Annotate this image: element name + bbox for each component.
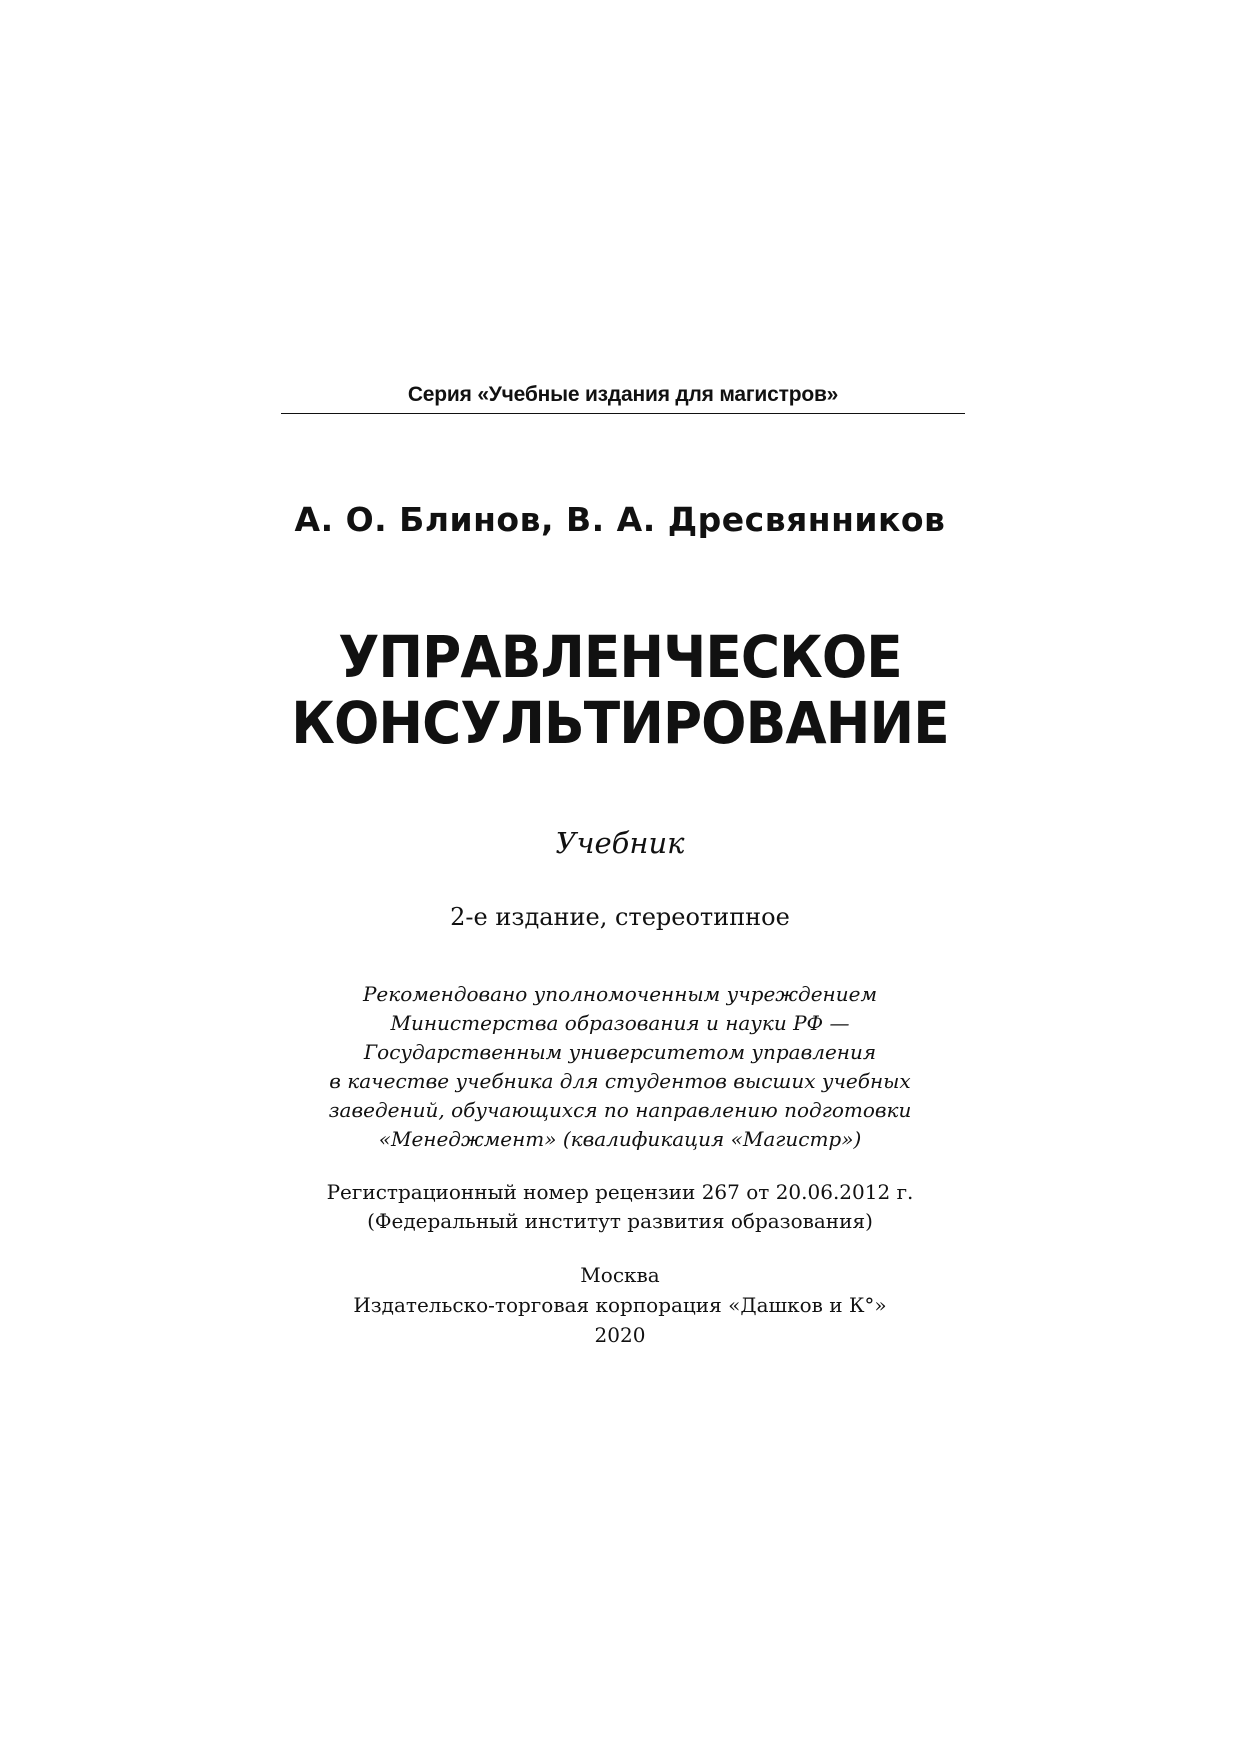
imprint-publisher: Издательско-торговая корпорация «Дашков и К°» bbox=[353, 1293, 887, 1317]
series-name: Серия «Учебные издания для магистров» bbox=[407, 383, 839, 406]
book-title bbox=[0, 624, 1240, 756]
book-title-line-1: УПРАВЛЕНЧЕСКОЕ bbox=[338, 623, 902, 691]
book-title-line-2: КОНСУЛЬТИРОВАНИЕ bbox=[291, 689, 949, 757]
book-authors: А. О. Блинов, В. А. Дресвянников bbox=[294, 500, 946, 539]
book-type: Учебник bbox=[555, 826, 685, 860]
recommendation-line: Министерства образования и науки РФ — bbox=[390, 1011, 850, 1035]
registration-line: Регистрационный номер рецензии 267 от 20.06.2012 г. bbox=[326, 1180, 914, 1204]
recommendation-line: Государственным университетом управления bbox=[363, 1040, 877, 1064]
imprint bbox=[0, 1260, 1240, 1350]
registration-info bbox=[0, 1178, 1240, 1236]
recommendation-line: Рекомендовано уполномоченным учреждением bbox=[362, 982, 878, 1006]
registration-line: (Федеральный институт развития образования) bbox=[367, 1209, 873, 1233]
edition-info: 2-е издание, стереотипное bbox=[450, 903, 790, 931]
series-divider bbox=[281, 413, 965, 414]
recommendation-line: в качестве учебника для студентов высших учебных bbox=[329, 1069, 911, 1093]
recommendation-line: заведений, обучающихся по направлению подготовки bbox=[328, 1098, 912, 1122]
recommendation-notice bbox=[0, 980, 1240, 1154]
imprint-city: Москва bbox=[580, 1263, 660, 1287]
imprint-year: 2020 bbox=[594, 1323, 646, 1347]
recommendation-line: «Менеджмент» (квалификация «Магистр») bbox=[378, 1127, 862, 1151]
